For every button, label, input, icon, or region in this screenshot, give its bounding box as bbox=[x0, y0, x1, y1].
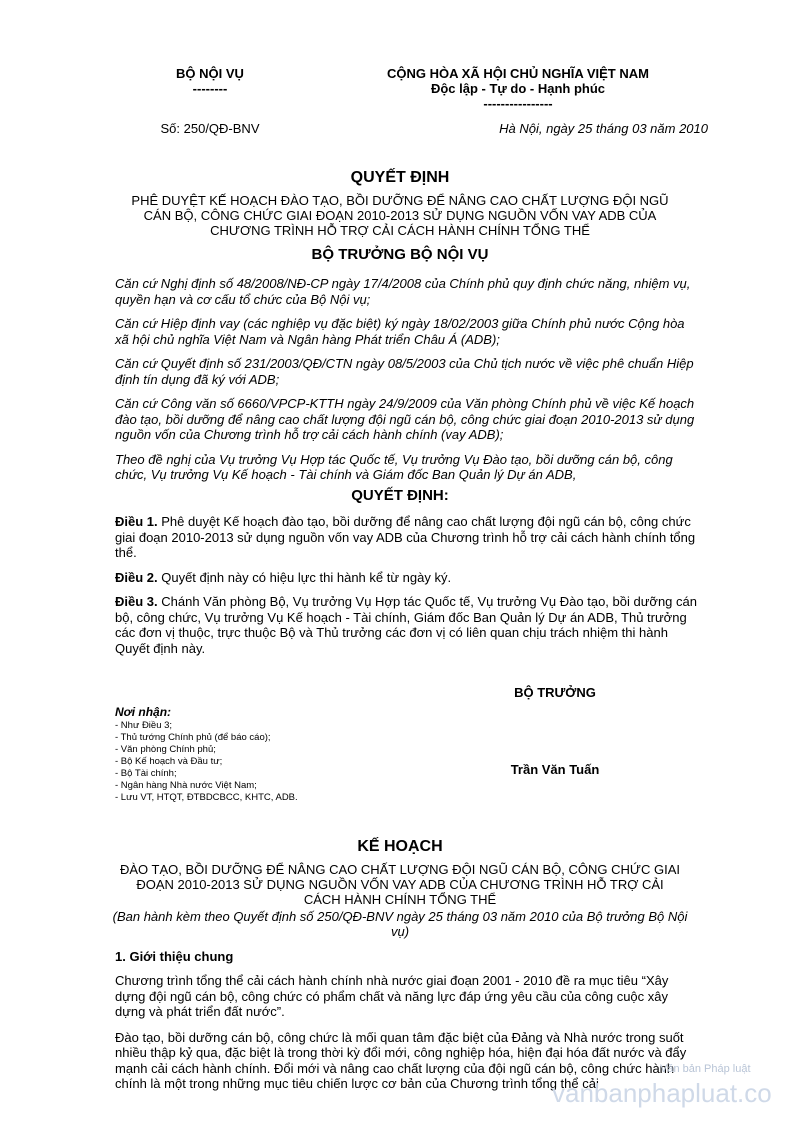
decision-subject-line: CHƯƠNG TRÌNH HỖ TRỢ CẢI CÁCH HÀNH CHÍNH TỔNG THỂ bbox=[210, 223, 590, 238]
legal-basis: Theo đề nghị của Vụ trưởng Vụ Hợp tác Quốc tế, Vụ trưởng Vụ Đào tạo, bồi dưỡng cán bộ, công chức, Vụ trưởng Vụ Kế hoạch - Tài chính và Giám đốc Ban Quản lý Dự án ADB, bbox=[115, 451, 673, 482]
recipients-heading: Nơi nhận: bbox=[115, 705, 172, 719]
section-1-body bbox=[115, 973, 700, 1092]
article-label: Điều 3. bbox=[115, 594, 158, 609]
decision-authority: BỘ TRƯỞNG BỘ NỘI VỤ bbox=[311, 246, 489, 263]
article-1 bbox=[115, 514, 700, 561]
article-2 bbox=[115, 570, 700, 586]
watermark-link[interactable]: vanbanphapluat.co bbox=[552, 1078, 772, 1108]
legal-basis: Căn cứ Công văn số 6660/VPCP-KTTH ngày 24/9/2009 của Văn phòng Chính phủ về việc Kế hoạch đào tạo, bồi dưỡng để nâng cao chất lượng đội ngũ cán bộ, công chức giai đoạn 2010-2013 sử dụng nguồn vốn của Chương trình hỗ trợ cải cách hành chính (vay ADB); bbox=[115, 396, 695, 442]
motto-separator: ---------------- bbox=[483, 96, 553, 111]
plan-subject-line: CÁCH HÀNH CHÍNH TỔNG THỂ bbox=[303, 892, 497, 907]
recipient-item: - Như Điều 3; bbox=[115, 720, 173, 731]
section-1-paragraph: Chương trình tổng thể cải cách hành chính nhà nước giai đoạn 2001 - 2010 đề ra mục tiêu “Xây dựng đội ngũ cán bộ, công chức có phẩm chất và năng lực đáp ứng yêu cầu của công cuộc xây dựng và phát triển đất nước”. bbox=[115, 973, 669, 1019]
plan-subject-line: ĐOẠN 2010-2013 SỬ DỤNG NGUỒN VỐN VAY ADB CỦA CHƯƠNG TRÌNH HỖ TRỢ CẢI bbox=[136, 877, 664, 892]
plan-title: KẾ HOẠCH bbox=[357, 838, 443, 855]
issuing-org: BỘ NỘI VỤ bbox=[176, 66, 244, 81]
place-and-date: Hà Nội, ngày 25 tháng 03 năm 2010 bbox=[499, 121, 708, 136]
section-1-heading: 1. Giới thiệu chung bbox=[115, 949, 234, 964]
national-motto: Độc lập - Tự do - Hạnh phúc bbox=[430, 81, 606, 96]
decision-subject-line: PHÊ DUYỆT KẾ HOẠCH ĐÀO TẠO, BỒI DƯỠNG ĐỂ NÂNG CAO CHẤT LƯỢNG ĐỘI NGŨ bbox=[131, 193, 669, 208]
legal-basis: Căn cứ Nghị định số 48/2008/NĐ-CP ngày 17/4/2008 của Chính phủ quy định chức năng, nhiệm vụ, quyền hạn và cơ cấu tổ chức của Bộ Nội vụ; bbox=[115, 276, 691, 307]
watermark-small: Văn bản Pháp luật bbox=[660, 1063, 751, 1075]
recipient-item: - Thủ tướng Chính phủ (để báo cáo); bbox=[115, 732, 271, 743]
plan-subject-line: ĐÀO TẠO, BỒI DƯỠNG ĐỂ NÂNG CAO CHẤT LƯỢNG ĐỘI NGŨ CÁN BỘ, CÔNG CHỨC GIAI bbox=[119, 862, 680, 877]
signer-title: BỘ TRƯỞNG bbox=[514, 685, 596, 700]
legal-basis: Căn cứ Hiệp định vay (các nghiệp vụ đặc biệt) ký ngày 18/02/2003 giữa Chính phủ nước Cộng hòa xã hội chủ nghĩa Việt Nam và Ngân hàng Phát triển Châu Á (ADB); bbox=[115, 316, 685, 347]
recipients-list bbox=[115, 720, 375, 804]
recipient-item: - Ngân hàng Nhà nước Việt Nam; bbox=[115, 780, 257, 791]
article-3 bbox=[115, 594, 700, 656]
articles bbox=[115, 514, 700, 656]
recipient-item: - Văn phòng Chính phủ; bbox=[115, 744, 216, 755]
plan-subject bbox=[60, 862, 740, 907]
issuing-org-separator: -------- bbox=[192, 81, 228, 96]
article-text: Quyết định này có hiệu lực thi hành kể từ ngày ký. bbox=[157, 569, 452, 585]
recipient-item: - Lưu VT, HTQT, ĐTBDCBCC, KHTC, ADB. bbox=[115, 792, 298, 803]
article-label: Điều 2. bbox=[115, 569, 158, 585]
decision-title: QUYẾT ĐỊNH bbox=[350, 169, 450, 186]
article-text: Phê duyệt Kế hoạch đào tạo, bồi dưỡng để nâng cao chất lượng đội ngũ cán bộ, công chức giai đoạn 2010-2013 sử dụng nguồn vốn vay ADB của Chương trình hỗ trợ cải cách hành chính tổng thể. bbox=[115, 514, 696, 560]
legal-basis: Căn cứ Quyết định số 231/2003/QĐ/CTN ngày 08/5/2003 của Chủ tịch nước về việc phê chuẩn Hiệp định tín dụng đã ký với ADB; bbox=[115, 356, 694, 387]
decides-heading: QUYẾT ĐỊNH: bbox=[351, 487, 449, 504]
document-number: Số: 250/QĐ-BNV bbox=[160, 121, 260, 136]
legal-bases bbox=[115, 276, 695, 483]
signer-name: Trần Văn Tuấn bbox=[510, 762, 600, 777]
decision-subject bbox=[60, 193, 740, 238]
country-name: CỘNG HÒA XÃ HỘI CHỦ NGHĨA VIỆT NAM bbox=[387, 66, 649, 81]
section-1-paragraph: Đào tạo, bồi dưỡng cán bộ, công chức là mối quan tâm đặc biệt của Đảng và Nhà nước trong suốt nhiều thập kỷ qua, đặc biệt là trong thời kỳ đổi mới, công nghiệp hóa, hiện đại hóa đất nước và đẩy mạnh cải cách hành chính. Đổi mới và nâng cao chất lượng của đội ngũ cán bộ, công chức hành chính là một trong những mục tiêu chiến lược cơ bản của Chương trình tổng thể cải bbox=[115, 1029, 687, 1091]
decision-subject-line: CÁN BỘ, CÔNG CHỨC GIAI ĐOẠN 2010-2013 SỬ DỤNG NGUỒN VỐN VAY ADB CỦA bbox=[143, 208, 657, 223]
article-label: Điều 1. bbox=[115, 514, 158, 529]
plan-issued-note: (Ban hành kèm theo Quyết định số 250/QĐ-BNV ngày 25 tháng 03 năm 2010 của Bộ trưởng Bộ Nội vụ) bbox=[112, 909, 688, 939]
recipient-item: - Bộ Tài chính; bbox=[115, 768, 177, 779]
article-text: Chánh Văn phòng Bộ, Vụ trưởng Vụ Hợp tác Quốc tế, Vụ trưởng Vụ Đào tạo, bồi dưỡng cán bộ, công chức, Vụ trưởng Vụ Kế hoạch - Tài chính, Giám đốc Ban Quản lý Dự án ADB, Thủ trưởng các đơn vị thuộc, trực thuộc Bộ và Thủ trưởng các đơn vị có liên quan chịu trách nhiệm thi hành Quyết định này. bbox=[115, 594, 697, 656]
recipient-item: - Bộ Kế hoạch và Đầu tư; bbox=[115, 756, 223, 767]
